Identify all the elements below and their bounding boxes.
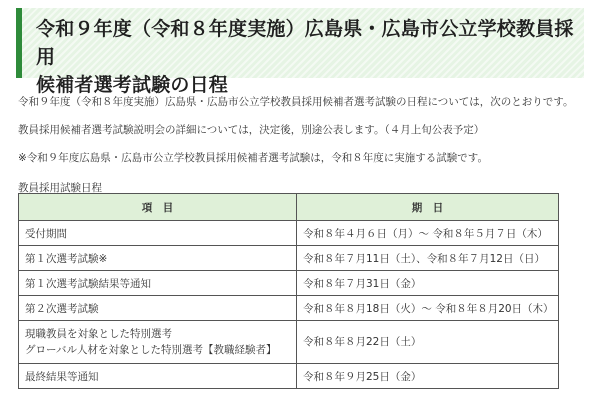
- table-row: [19, 221, 559, 246]
- page-title: [36, 15, 574, 99]
- page-title-banner: [16, 8, 584, 96]
- page-title-line-2: 候補者選考試験の日程: [36, 74, 229, 96]
- table-row: [19, 364, 559, 389]
- row-item: 第２次選考試験: [19, 296, 297, 321]
- table-row: [19, 321, 559, 364]
- row-date: 令和８年８月18日（火）～ 令和８年８月20日（木）: [297, 296, 559, 321]
- row-item-line-1: 現職教員を対象とした特別選考: [25, 328, 172, 340]
- row-item: [19, 321, 297, 364]
- row-item: 第１次選考試験※: [19, 246, 297, 271]
- row-item: 受付期間: [19, 221, 297, 246]
- table-caption: 教員採用試験日程: [18, 182, 102, 194]
- table-row: [19, 271, 559, 296]
- note-paragraph: ※令和９年度広島県・広島市公立学校教員採用候補者選考試験は，令和８年度に実施する試験です。: [18, 152, 488, 164]
- schedule-table: [18, 193, 559, 389]
- row-item-line-2: グローバル人材を対象とした特別選考【教職経験者】: [25, 344, 277, 356]
- row-date: 令和８年９月25日（金）: [297, 364, 559, 389]
- table-header-row: [19, 194, 559, 221]
- table-row: [19, 296, 559, 321]
- row-date: 令和８年７月31日（金）: [297, 271, 559, 296]
- table-row: [19, 246, 559, 271]
- row-item: 最終結果等通知: [19, 364, 297, 389]
- briefing-paragraph: 教員採用候補者選考試験説明会の詳細については，決定後，別途公表します。（４月上旬公表予定）: [18, 124, 485, 136]
- intro-paragraph: 令和９年度（令和８年度実施）広島県・広島市公立学校教員採用候補者選考試験の日程については，次のとおりです。: [18, 96, 574, 108]
- row-date: 令和８年４月６日（月）～ 令和８年５月７日（木）: [297, 221, 559, 246]
- row-date: 令和８年７月11日（土）、令和８年７月12日（日）: [297, 246, 559, 271]
- row-date: 令和８年８月22日（土）: [297, 321, 559, 364]
- column-header-date: 期 日: [297, 194, 559, 221]
- column-header-item: 項 目: [19, 194, 297, 221]
- row-item: 第１次選考試験結果等通知: [19, 271, 297, 296]
- page-title-line-1: 令和９年度（令和８年度実施）広島県・広島市公立学校教員採用: [36, 18, 574, 68]
